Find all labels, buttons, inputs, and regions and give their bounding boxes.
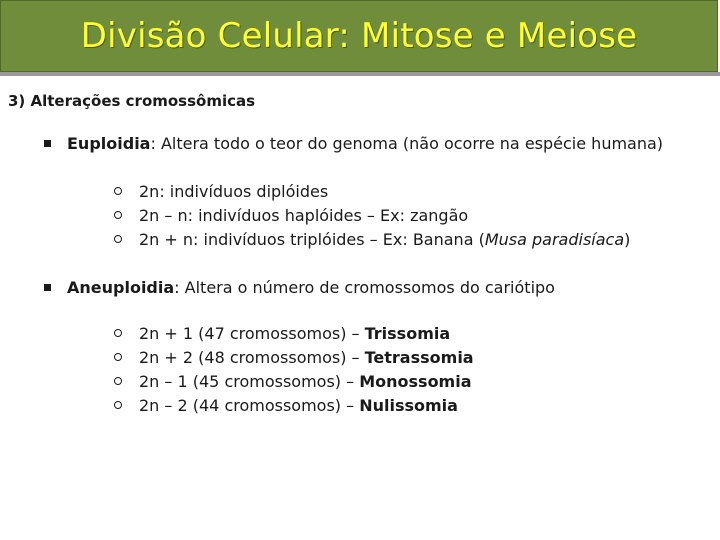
list-item-text-main: 2n + 2 (48 cromossomos) – bbox=[139, 348, 365, 367]
list-item-text bbox=[139, 346, 474, 370]
list-item-text-after: ) bbox=[624, 230, 631, 249]
list-item bbox=[114, 322, 474, 346]
circle-bullet-icon bbox=[114, 211, 122, 219]
list-item-text bbox=[139, 322, 450, 346]
list-item-text: 2n – n: indivíduos haplóides – Ex: zangão bbox=[139, 206, 469, 225]
species-name: Musa paradisíaca bbox=[484, 230, 625, 249]
circle-bullet-icon bbox=[114, 353, 122, 361]
circle-bullet-icon bbox=[114, 329, 122, 337]
aneuploidia-list bbox=[114, 322, 474, 418]
euploidia-term: Euploidia bbox=[67, 134, 151, 153]
list-item-text bbox=[139, 394, 458, 418]
circle-bullet-icon bbox=[114, 401, 122, 409]
list-item bbox=[114, 394, 474, 418]
aneuploidia-description: : Altera o número de cromossomos do cariótipo bbox=[174, 278, 555, 297]
euploidia-description: : Altera todo o teor do genoma (não ocorre na espécie humana) bbox=[150, 134, 664, 153]
list-item bbox=[114, 228, 630, 252]
euploidia-list bbox=[114, 180, 630, 252]
section-heading: 3) Alterações cromossômicas bbox=[8, 92, 256, 110]
euploidia-bullet bbox=[44, 134, 663, 153]
list-item bbox=[114, 346, 474, 370]
square-bullet-icon bbox=[44, 284, 51, 291]
condition-name: Nulissomia bbox=[359, 396, 458, 415]
square-bullet-icon bbox=[44, 140, 51, 147]
condition-name: Tetrassomia bbox=[364, 348, 474, 367]
slide-title: Divisão Celular: Mitose e Meiose bbox=[80, 16, 638, 56]
list-item-text-before: 2n + n: indivíduos triplóides – Ex: Banana ( bbox=[139, 230, 485, 249]
circle-bullet-icon bbox=[114, 187, 122, 195]
title-bar bbox=[0, 0, 718, 72]
list-item-text: 2n: indivíduos diplóides bbox=[139, 182, 329, 201]
list-item bbox=[114, 180, 630, 204]
condition-name: Monossomia bbox=[359, 372, 472, 391]
aneuploidia-term: Aneuploidia bbox=[67, 278, 175, 297]
circle-bullet-icon bbox=[114, 235, 122, 243]
list-item-text bbox=[139, 228, 630, 252]
list-item-text-main: 2n – 1 (45 cromossomos) – bbox=[139, 372, 360, 391]
list-item-text-main: 2n + 1 (47 cromossomos) – bbox=[139, 324, 365, 343]
list-item-text bbox=[139, 370, 472, 394]
title-divider bbox=[0, 72, 720, 76]
condition-name: Trissomia bbox=[364, 324, 451, 343]
aneuploidia-bullet bbox=[44, 278, 555, 297]
list-item-text-main: 2n – 2 (44 cromossomos) – bbox=[139, 396, 360, 415]
list-item bbox=[114, 204, 630, 228]
circle-bullet-icon bbox=[114, 377, 122, 385]
list-item bbox=[114, 370, 474, 394]
